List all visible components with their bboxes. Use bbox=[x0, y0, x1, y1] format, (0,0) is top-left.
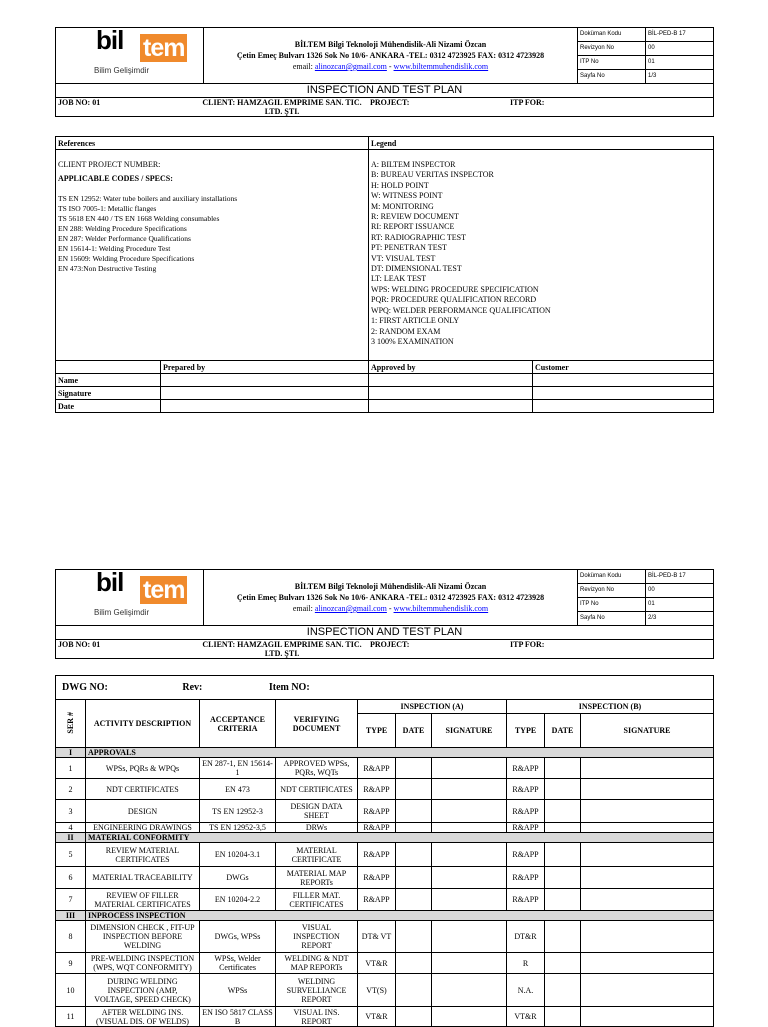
activity-cell: DESIGN bbox=[86, 800, 200, 823]
itp-for-field: ITP FOR: bbox=[510, 98, 545, 107]
table-row bbox=[56, 953, 714, 974]
logo-bil-text: bil bbox=[96, 27, 124, 55]
name-row-label: Name bbox=[56, 374, 161, 387]
ser-cell: 11 bbox=[56, 1007, 86, 1027]
legend-item: WPQ: WELDER PERFORMANCE QUALIFICATION bbox=[371, 305, 551, 315]
section-row bbox=[56, 833, 714, 843]
verifying-cell: DESIGN DATA SHEET bbox=[276, 800, 358, 823]
signature-a-cell[interactable] bbox=[432, 889, 507, 911]
signature-a-cell[interactable] bbox=[432, 953, 507, 974]
type-a-cell: VT&R bbox=[358, 953, 396, 974]
date-a-cell[interactable] bbox=[396, 974, 432, 1007]
document-header bbox=[55, 27, 714, 98]
type-b-cell: R&APP bbox=[507, 843, 545, 867]
inspection-b-header: INSPECTION (B) bbox=[507, 700, 714, 714]
approved-by-header: Approved by bbox=[369, 361, 533, 374]
applicable-codes-label: APPLICABLE CODES / SPECS: bbox=[58, 174, 173, 183]
signature-b-cell[interactable] bbox=[581, 921, 714, 953]
website-link[interactable]: www.biltemmuhendislik.com bbox=[393, 62, 489, 71]
verifying-cell: FILLER MAT. CERTIFICATES bbox=[276, 889, 358, 911]
link-separator-2: - bbox=[386, 604, 394, 613]
approved-date-cell[interactable] bbox=[369, 400, 533, 413]
itp-body bbox=[56, 748, 714, 1027]
legend-item: A: BILTEM INSPECTOR bbox=[371, 160, 456, 169]
signature-b-header: SIGNATURE bbox=[581, 714, 714, 748]
reference-item: TS 5618 EN 440 / TS EN 1668 Welding consumables bbox=[58, 214, 220, 223]
legend-item: 3 100% EXAMINATION bbox=[371, 336, 454, 346]
customer-signature-cell[interactable] bbox=[533, 387, 714, 400]
verifying-cell: VISUAL INS. REPORT bbox=[276, 1007, 358, 1027]
itp-no-value-2: 01 bbox=[646, 598, 714, 612]
references-header: References bbox=[56, 137, 369, 150]
signature-b-cell[interactable] bbox=[581, 843, 714, 867]
company-address-2: Çetin Emeç Bulvarı 1326 Sok No 10/6- ANKARA -TEL: 0312 4723925 FAX: 0312 4723928 bbox=[236, 593, 545, 602]
inspection-a-header: INSPECTION (A) bbox=[358, 700, 507, 714]
signature-b-cell[interactable] bbox=[581, 779, 714, 800]
type-a-cell: VT&R bbox=[358, 1007, 396, 1027]
type-b-cell: R&APP bbox=[507, 889, 545, 911]
signature-a-cell[interactable] bbox=[432, 974, 507, 1007]
legend-item: W: WITNESS POINT bbox=[371, 191, 443, 201]
type-b-cell: VT&R bbox=[507, 1007, 545, 1027]
type-b-cell: R&APP bbox=[507, 867, 545, 889]
section-title: INPROCESS INSPECTION bbox=[86, 911, 714, 921]
type-b-cell: R&APP bbox=[507, 779, 545, 800]
revision-value-2: 00 bbox=[646, 584, 714, 598]
document-title: INSPECTION AND TEST PLAN bbox=[56, 84, 714, 98]
date-a-header: DATE bbox=[396, 714, 432, 748]
document-title-2: INSPECTION AND TEST PLAN bbox=[56, 626, 714, 640]
page-no-label-2: Sayfa No bbox=[578, 612, 646, 626]
activity-cell: ENGINEERING DRAWINGS bbox=[86, 823, 200, 833]
date-b-cell[interactable] bbox=[545, 953, 581, 974]
doc-code-value: BİL-PED-B 17 bbox=[646, 28, 714, 42]
type-a-cell: R&APP bbox=[358, 823, 396, 833]
prepared-by-header: Prepared by bbox=[161, 361, 369, 374]
itp-table bbox=[55, 675, 714, 1027]
legend-item: 1: FIRST ARTICLE ONLY bbox=[371, 316, 460, 326]
legend-item: PT: PENETRAN TEST bbox=[371, 243, 447, 253]
verifying-cell: VISUAL INSPECTION REPORT bbox=[276, 921, 358, 953]
legend-item: WPS: WELDING PROCEDURE SPECIFICATION bbox=[371, 284, 539, 294]
legend-list bbox=[371, 160, 711, 347]
logo-tem-text-2: tem bbox=[140, 576, 187, 604]
reference-item: EN 287: Welder Performance Qualifications bbox=[58, 234, 191, 243]
company-info bbox=[204, 28, 578, 84]
type-a-header: TYPE bbox=[358, 714, 396, 748]
type-a-cell: VT(S) bbox=[358, 974, 396, 1007]
table-row bbox=[56, 800, 714, 823]
itp-page-2 bbox=[55, 569, 714, 1027]
section-row bbox=[56, 748, 714, 758]
legend-item: LT: LEAK TEST bbox=[371, 274, 427, 284]
itp-for-field-2: ITP FOR: bbox=[510, 640, 545, 649]
signature-a-cell[interactable] bbox=[432, 800, 507, 823]
reference-item: TS EN 12952: Water tube boilers and auxiliary installations bbox=[58, 194, 238, 203]
logo-bil-text-2: bil bbox=[96, 569, 124, 597]
ser-cell: 5 bbox=[56, 843, 86, 867]
rev-label: Rev: bbox=[182, 682, 203, 693]
date-a-cell[interactable] bbox=[396, 843, 432, 867]
acceptance-header: ACCEPTANCE CRITERIA bbox=[200, 700, 276, 748]
legend-item: PQR: PROCEDURE QUALIFICATION RECORD bbox=[371, 295, 537, 305]
approved-name-cell[interactable] bbox=[369, 374, 533, 387]
date-a-cell[interactable] bbox=[396, 823, 432, 833]
ser-cell: 10 bbox=[56, 974, 86, 1007]
item-no-label: Item NO: bbox=[268, 682, 310, 693]
dwg-no-label: DWG NO: bbox=[62, 682, 108, 693]
customer-name-cell[interactable] bbox=[533, 374, 714, 387]
acceptance-cell: WPSs bbox=[200, 974, 276, 1007]
date-a-cell[interactable] bbox=[396, 921, 432, 953]
legend-item: RT: RADIOGRAPHIC TEST bbox=[371, 232, 466, 242]
ser-header-text: SER # bbox=[66, 711, 75, 734]
references-cell bbox=[56, 150, 369, 361]
job-no-2: JOB NO: 01 bbox=[58, 640, 101, 649]
date-b-cell[interactable] bbox=[545, 758, 581, 779]
logo-tem-text: tem bbox=[140, 34, 187, 62]
date-a-cell[interactable] bbox=[396, 800, 432, 823]
type-b-cell: R&APP bbox=[507, 800, 545, 823]
email-link[interactable]: alinozcan@gmail.com bbox=[314, 62, 387, 71]
date-b-header: DATE bbox=[545, 714, 581, 748]
signature-b-cell[interactable] bbox=[581, 800, 714, 823]
section-title: MATERIAL CONFORMITY bbox=[86, 833, 714, 843]
prepared-date-cell[interactable] bbox=[161, 400, 369, 413]
date-b-cell[interactable] bbox=[545, 779, 581, 800]
table-row bbox=[56, 843, 714, 867]
sign-corner-cell bbox=[56, 361, 161, 374]
legend-item: H: HOLD POINT bbox=[371, 180, 429, 190]
company-name-2: BİLTEM Bilgi Teknoloji Mühendislik-Ali Nizami Özcan bbox=[294, 582, 487, 591]
logo-cell bbox=[56, 28, 204, 84]
signature-b-cell[interactable] bbox=[581, 974, 714, 1007]
verifying-cell: DRWs bbox=[276, 823, 358, 833]
doc-code-value-2: BİL-PED-B 17 bbox=[646, 570, 714, 584]
type-b-header: TYPE bbox=[507, 714, 545, 748]
signature-a-cell[interactable] bbox=[432, 843, 507, 867]
acceptance-cell: EN 287-1, EN 15614-1 bbox=[200, 758, 276, 779]
table-row bbox=[56, 758, 714, 779]
date-a-cell[interactable] bbox=[396, 867, 432, 889]
table-row bbox=[56, 823, 714, 833]
ser-header bbox=[56, 700, 86, 748]
signature-a-cell[interactable] bbox=[432, 779, 507, 800]
email-label-2: email: bbox=[292, 604, 313, 613]
legend-cell bbox=[369, 150, 714, 361]
project-field: PROJECT: bbox=[370, 98, 410, 107]
activity-cell: REVIEW OF FILLER MATERIAL CERTIFICATES bbox=[86, 889, 200, 911]
ser-cell: 8 bbox=[56, 921, 86, 953]
logo-cell-2 bbox=[56, 570, 204, 626]
itp-page-1 bbox=[55, 27, 714, 413]
verifying-cell: MATERIAL MAP REPORTs bbox=[276, 867, 358, 889]
references-list bbox=[58, 194, 366, 274]
verifying-cell: NDT CERTIFICATES bbox=[276, 779, 358, 800]
legend-item: B: BUREAU VERITAS INSPECTOR bbox=[371, 170, 494, 180]
type-a-cell: R&APP bbox=[358, 758, 396, 779]
date-b-cell[interactable] bbox=[545, 921, 581, 953]
acceptance-cell: TS EN 12952-3 bbox=[200, 800, 276, 823]
acceptance-cell: EN 10204-3.1 bbox=[200, 843, 276, 867]
signature-a-cell[interactable] bbox=[432, 823, 507, 833]
section-title: APPROVALS bbox=[86, 748, 714, 758]
acceptance-cell: EN 10204-2.2 bbox=[200, 889, 276, 911]
activity-cell: REVIEW MATERIAL CERTIFICATES bbox=[86, 843, 200, 867]
signature-b-cell[interactable] bbox=[581, 889, 714, 911]
revision-label: Revizyon No bbox=[578, 42, 646, 56]
date-b-cell[interactable] bbox=[545, 823, 581, 833]
ser-cell: 6 bbox=[56, 867, 86, 889]
date-row-label: Date bbox=[56, 400, 161, 413]
customer-header: Customer bbox=[533, 361, 714, 374]
activity-cell: DIMENSION CHECK , FIT-UP INSPECTION BEFORE WELDING bbox=[86, 921, 200, 953]
date-b-cell[interactable] bbox=[545, 974, 581, 1007]
signature-b-cell[interactable] bbox=[581, 758, 714, 779]
date-a-cell[interactable] bbox=[396, 758, 432, 779]
signature-a-header: SIGNATURE bbox=[432, 714, 507, 748]
page-no-label: Sayfa No bbox=[578, 70, 646, 84]
section-number: II bbox=[56, 833, 86, 843]
ser-cell: 4 bbox=[56, 823, 86, 833]
legend-item: 2: RANDOM EXAM bbox=[371, 326, 441, 336]
section-number: III bbox=[56, 911, 86, 921]
website-link-2[interactable]: www.biltemmuhendislik.com bbox=[393, 604, 489, 613]
section-row bbox=[56, 911, 714, 921]
revision-value: 00 bbox=[646, 42, 714, 56]
legend-item: VT: VISUAL TEST bbox=[371, 253, 436, 263]
type-b-cell: N.A. bbox=[507, 974, 545, 1007]
dwg-row bbox=[56, 676, 714, 700]
signature-b-cell[interactable] bbox=[581, 953, 714, 974]
acceptance-cell: TS EN 12952-3,5 bbox=[200, 823, 276, 833]
reference-item: EN 15614-1: Welding Procedure Test bbox=[58, 244, 171, 253]
customer-date-cell[interactable] bbox=[533, 400, 714, 413]
acceptance-cell: DWGs bbox=[200, 867, 276, 889]
prepared-signature-cell[interactable] bbox=[161, 387, 369, 400]
references-legend-table bbox=[55, 136, 714, 413]
page-no-value: 1/3 bbox=[646, 70, 714, 84]
client-project-number: CLIENT PROJECT NUMBER: bbox=[58, 160, 161, 169]
itp-no-value: 01 bbox=[646, 56, 714, 70]
date-b-cell[interactable] bbox=[545, 843, 581, 867]
job-no: JOB NO: 01 bbox=[58, 98, 101, 107]
type-a-cell: R&APP bbox=[358, 843, 396, 867]
legend-item: RI: REPORT ISSUANCE bbox=[371, 222, 455, 232]
itp-no-label-2: ITP No bbox=[578, 598, 646, 612]
date-a-cell[interactable] bbox=[396, 779, 432, 800]
signature-a-cell[interactable] bbox=[432, 867, 507, 889]
company-info-2 bbox=[204, 570, 578, 626]
reference-item: EN 288: Welding Procedure Specifications bbox=[58, 224, 187, 233]
date-a-cell[interactable] bbox=[396, 889, 432, 911]
itp-no-label: ITP No bbox=[578, 56, 646, 70]
company-name: BİLTEM Bilgi Teknoloji Mühendislik-Ali Nizami Özcan bbox=[294, 40, 487, 49]
page-no-value-2: 2/3 bbox=[646, 612, 714, 626]
section-number: I bbox=[56, 748, 86, 758]
logo-slogan: Bilim Gelişimdir bbox=[94, 65, 150, 75]
verifying-cell: WELDING & NDT MAP REPORTs bbox=[276, 953, 358, 974]
type-b-cell: R&APP bbox=[507, 758, 545, 779]
type-a-cell: R&APP bbox=[358, 800, 396, 823]
activity-cell: PRE-WELDING INSPECTION (WPS, WQT CONFORMITY) bbox=[86, 953, 200, 974]
client-name-2: CLIENT: HAMZAGIL EMPRIME SAN. TIC. LTD. ŞTI. bbox=[202, 640, 362, 658]
verifying-header: VERIFYING DOCUMENT bbox=[276, 700, 358, 748]
approved-signature-cell[interactable] bbox=[369, 387, 533, 400]
legend-item: DT: DIMENSIONAL TEST bbox=[371, 264, 462, 274]
type-a-cell: R&APP bbox=[358, 889, 396, 911]
ser-cell: 9 bbox=[56, 953, 86, 974]
company-address: Çetin Emeç Bulvarı 1326 Sok No 10/6- ANKARA -TEL: 0312 4723925 FAX: 0312 4723928 bbox=[236, 51, 545, 60]
revision-label-2: Revizyon No bbox=[578, 584, 646, 598]
link-separator: - bbox=[386, 62, 394, 71]
ser-cell: 2 bbox=[56, 779, 86, 800]
verifying-cell: WELDING SURVELLIANCE REPORT bbox=[276, 974, 358, 1007]
signature-a-cell[interactable] bbox=[432, 921, 507, 953]
signature-b-cell[interactable] bbox=[581, 823, 714, 833]
verifying-cell: MATERIAL CERTIFICATE bbox=[276, 843, 358, 867]
signature-row-label: Signature bbox=[56, 387, 161, 400]
reference-item: EN 473:Non Destructive Testing bbox=[58, 264, 157, 273]
project-field-2: PROJECT: bbox=[370, 640, 410, 649]
reference-item: EN 15609: Welding Procedure Specifications bbox=[58, 254, 195, 263]
date-b-cell[interactable] bbox=[545, 800, 581, 823]
date-b-cell[interactable] bbox=[545, 889, 581, 911]
activity-cell: MATERIAL TRACEABILITY bbox=[86, 867, 200, 889]
table-row bbox=[56, 889, 714, 911]
activity-cell: AFTER WELDING INS. (VISUAL DIS. OF WELDS) bbox=[86, 1007, 200, 1027]
verifying-cell: APPROVED WPSs, PQRs, WQTs bbox=[276, 758, 358, 779]
ser-cell: 1 bbox=[56, 758, 86, 779]
job-info-row bbox=[55, 98, 714, 117]
activity-cell: WPSs, PQRs & WPQs bbox=[86, 758, 200, 779]
acceptance-cell: WPSs, Welder Certificates bbox=[200, 953, 276, 974]
ser-cell: 7 bbox=[56, 889, 86, 911]
activity-cell: NDT CERTIFICATES bbox=[86, 779, 200, 800]
ser-cell: 3 bbox=[56, 800, 86, 823]
date-a-cell[interactable] bbox=[396, 953, 432, 974]
doc-code-label: Doküman Kodu bbox=[578, 28, 646, 42]
logo-slogan-2: Bilim Gelişimdir bbox=[94, 607, 150, 617]
job-info-row-2 bbox=[55, 640, 714, 659]
biltem-logo-2 bbox=[58, 569, 201, 624]
client-name: CLIENT: HAMZAGIL EMPRIME SAN. TIC. LTD. ŞTI. bbox=[202, 98, 362, 116]
legend-item: M: MONITORING bbox=[371, 201, 434, 211]
type-b-cell: R&APP bbox=[507, 823, 545, 833]
table-row bbox=[56, 921, 714, 953]
legend-header: Legend bbox=[369, 137, 714, 150]
acceptance-cell: DWGs, WPSs bbox=[200, 921, 276, 953]
table-row bbox=[56, 974, 714, 1007]
legend-item: R: REVIEW DOCUMENT bbox=[371, 212, 459, 222]
activity-header: ACTIVITY DESCRIPTION bbox=[86, 700, 200, 748]
type-b-cell: DT&R bbox=[507, 921, 545, 953]
date-b-cell[interactable] bbox=[545, 867, 581, 889]
type-a-cell: R&APP bbox=[358, 779, 396, 800]
document-header-2 bbox=[55, 569, 714, 640]
type-a-cell: DT& VT bbox=[358, 921, 396, 953]
signature-a-cell[interactable] bbox=[432, 758, 507, 779]
table-row bbox=[56, 867, 714, 889]
prepared-name-cell[interactable] bbox=[161, 374, 369, 387]
type-b-cell: R bbox=[507, 953, 545, 974]
signature-b-cell[interactable] bbox=[581, 867, 714, 889]
email-link-2[interactable]: alinozcan@gmail.com bbox=[314, 604, 387, 613]
doc-code-label-2: Doküman Kodu bbox=[578, 570, 646, 584]
acceptance-cell: EN ISO 5817 CLASS B bbox=[200, 1007, 276, 1027]
biltem-logo bbox=[58, 27, 201, 82]
activity-cell: DURING WELDING INSPECTION (AMP, VOLTAGE, SPEED CHECK) bbox=[86, 974, 200, 1007]
acceptance-cell: EN 473 bbox=[200, 779, 276, 800]
reference-item: TS ISO 7005-1: Metallic flanges bbox=[58, 204, 157, 213]
email-label: email: bbox=[292, 62, 313, 71]
table-row bbox=[56, 779, 714, 800]
type-a-cell: R&APP bbox=[358, 867, 396, 889]
